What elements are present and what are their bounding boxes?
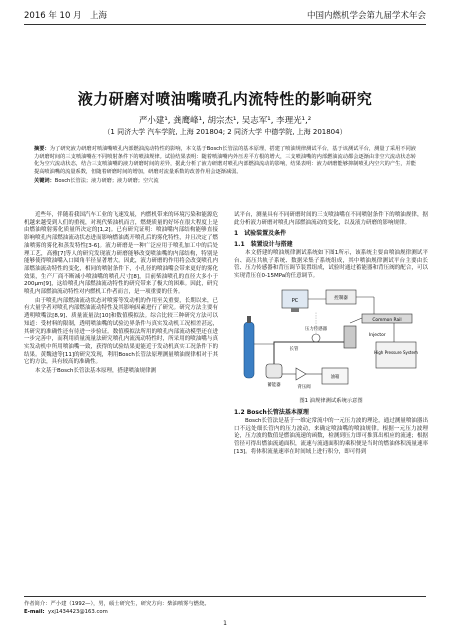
body-paragraph: 本文基于Bosch长管法基本原理，搭建喷油规律测	[35, 368, 157, 375]
back-pressure-valve-icon	[296, 368, 306, 380]
page-number: 1	[223, 620, 227, 627]
header-conference: 中国内燃机学会第九届学术年会	[306, 11, 426, 21]
high-pressure-label: High Pressure System	[374, 349, 418, 355]
pressure-sensor-icon	[312, 334, 320, 342]
body-paragraph: 由于喷孔内部燃油流动状态对喷雾等发动机的作用至关重要，长期以来，已有大量学者对喷孔内部燃油流动特性及其影响因素进行了研究。研究方法主要有透明喷嘴法[8,9]、质量流量法[10]和数值模拟法。综合比较三种研究方法可以知道：受材料的限制，透明喷油嘴的试验边界条件与真实发动机工况相差甚远，其研究的准确性还有待进一步验证。数值模拟法所用的喷孔内部流动模型还在进一步完善中，而利用质量流量法研究喷孔内流流动特性时，所采用的喷油嘴与真实发动机中所用喷油嘴一致，获得的试验结果更能近于发动机真实工况条件下的结果。黄魏迪等[11]的研究发现，利用Bosch长管法原理测量喷油规律相对于其它的方法，具有较高的准确性。	[24, 297, 218, 366]
subsection-heading: 1.1 装置设计与搭建	[234, 241, 293, 249]
sensor-label: 压力传感器	[305, 326, 327, 332]
keywords-text: Bosch长管法；液力研磨；液力研磨；空穴流	[54, 178, 159, 185]
body-paragraph: Bosch长管法是基于一维定常流中的一元压力波的理论，通过测量喷油器出口不远处细长管内的压力波动，来确定喷油嘴的喷油规律。根据一元压力波理论，压力波的数值是燃油流速的函数，检测到压力即可推算出相应的流速；根据管径可得出燃油流通面积，流速与流通面积的乘积便是当时的燃油体积流量速率[13]。将体积流量速率在时间域上进行积分，即可得到	[234, 418, 428, 455]
long-tube-line	[274, 342, 344, 364]
accumulator-icon	[266, 364, 282, 378]
email-line	[24, 608, 426, 616]
abstract-label: 摘要：	[34, 146, 50, 152]
figure-caption: 图1 油规律测试系统示意图	[299, 397, 363, 404]
high-pressure-box	[376, 342, 416, 368]
right-column	[234, 212, 428, 458]
controller-label: 控制器	[334, 295, 348, 301]
body-paragraph: 本文搭建的喷油规律测试系统如下图1所示，该系统主要由喷油规律测试平台、高压共轨子系统、数据采集子系统组成，其中喷油规律测试平台主要由长管、压力传感器和背压调节装置组成，试验时通过蓄能器和背压阀的配合，可以实现背压在0-15MPa的任意调节。	[234, 249, 428, 279]
gas-cylinder-icon	[244, 322, 254, 378]
section-heading: 1 试验装置及条件	[234, 230, 287, 238]
paper-title: 液力研磨对喷油嘴喷孔内流特性的影响研究	[77, 90, 373, 108]
body-paragraph: 近些年，伴随着我国汽车工业的飞速发展，内燃机带来的环境污染和能源危机越来越受到人们的重视，对现代柴油机而言，燃烧质量的好坏在很大程度上是由燃油喷射雾化质量所决定的[1,2]。已有研究证明：喷油嘴内部结构能够直接影响喷孔内部燃油流动状态进而影响燃油离开喷孔后的雾化特性，并且决定了燃油喷雾的雾化和蒸发特性[3-6]。液力研磨是一种广泛应用于喷孔加工中的后处理工艺，高雅[7]等人的研究发现液力研磨能够改变喷油嘴的内部结构，特别是能够使得喷油嘴入口圆角半径显著增大。因此，液力研磨的作用将会改变喷孔内部燃油流动特性的变化，相同的喷射条件下，小孔径的喷油嘴会带来更好的雾化效果，生产厂商不断减小喷油嘴的喷孔尺寸[8]，目前柴油喷孔的直径大多小于200μm[9]，这给喷孔内部燃油流动特性的研究带来了极大的困难。因此，研究喷孔内部燃油流动特性对内燃机工作者而言，是一项重要的任务。	[24, 212, 218, 296]
affiliations: （1 同济大学 汽车学院, 上海 201804; 2 同济大学 中德学院, 上海 201804）	[103, 128, 347, 136]
abstract	[34, 146, 416, 186]
left-column	[24, 212, 218, 377]
pc-label: PC	[291, 297, 299, 304]
tube-label: 长管	[289, 346, 299, 352]
body-paragraph: 试平台，测量具有不同研磨时间的三支喷油嘴在不同喷射条件下的喷油规律，据此分析液力研磨对喷孔内部燃油流动的变化，以及液力研磨的影响规律。	[234, 212, 428, 226]
subsection-heading: 1.2 Bosch长管法基本原理	[234, 409, 309, 417]
common-rail-label: Common Rail	[372, 317, 402, 323]
valve-label: 背压阀	[297, 384, 311, 390]
email-label: E-mail:	[24, 609, 45, 615]
author-info: 作者简介：严小建（1992—），男，硕士研究生，研究方向：柴油喷雾与燃烧。	[24, 601, 210, 607]
injector-body	[344, 326, 356, 348]
header-date: 2016 年 10 月 上海	[24, 11, 108, 21]
cylinder-valve-icon	[247, 316, 251, 323]
injector-label: Injector	[369, 332, 386, 338]
email-address: yxj1434423@163.com	[48, 609, 108, 615]
abstract-text: 为了研究液力研磨对喷油嘴喷孔内部燃油流动特性的影响，本文基于Bosch长管法的基本原理，搭建了喷油规律测试平台，基于该测试平台，测量了采用不同液力研磨时间的三支喷油嘴在不同喷射条件下的喷油规律。试验结果表明：随着喷油嘴内外压差平方根的增大，三支喷油嘴的内部燃油流动都会逐渐由非空穴流动状态转化为空穴流动状态，结合三支喷油嘴的液力研磨时间的差异，据此分析了液力研磨对喷孔内部燃油流动的影响，结果表明：液力研磨能够抑制喷孔内空穴的产生，并能提高喷油嘴的流量系数，但随着研磨时间的增加，研磨对流量系数的改善作用会逐渐减弱。	[34, 146, 416, 175]
footnote	[24, 596, 426, 616]
system-diagram-figure	[234, 284, 428, 396]
accumulator-label: 蓄能器	[267, 382, 281, 388]
system-diagram	[234, 284, 428, 396]
tank-label: 油箱	[330, 374, 340, 380]
running-header	[24, 6, 426, 25]
author-list: 严小建¹, 龚鹰峰¹, 胡宗杰¹, 吴志军¹, 李理光¹,²	[138, 116, 312, 126]
monitor-stand-icon	[291, 308, 299, 312]
keywords-label: 关键词：	[34, 178, 55, 185]
